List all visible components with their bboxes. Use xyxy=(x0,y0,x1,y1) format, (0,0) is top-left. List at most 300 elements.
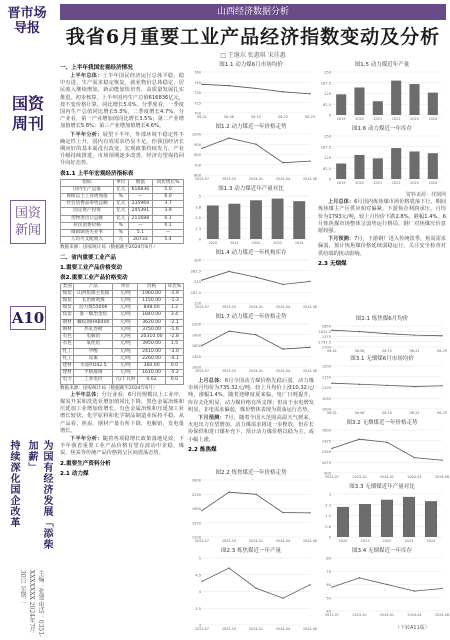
chart-plot xyxy=(318,323,446,355)
x-tick-label: 06-22 xyxy=(409,411,420,415)
table-cell: 元 xyxy=(114,237,129,244)
chart-title: 图1.7 动力煤近一年价格走势 xyxy=(215,314,287,320)
y-tick-label: 0.8 xyxy=(325,524,331,529)
y-tick-label: 0 xyxy=(328,113,331,118)
chart-title: 图2.3 炼焦煤近一年产量 xyxy=(221,548,281,554)
table-cell: 元/吨 xyxy=(113,355,138,362)
x-tick-label: 2024-06 xyxy=(302,305,318,309)
chart-series-line xyxy=(202,138,310,163)
table-cell: 动力煤5500K xyxy=(74,305,113,312)
chart xyxy=(188,124,318,184)
table-cell: 货物进出口总额 xyxy=(61,215,114,222)
table-cell: 亿元 xyxy=(114,201,129,208)
y-tick-label: 125 xyxy=(324,156,331,160)
chart-point xyxy=(359,384,360,385)
table-row xyxy=(61,319,184,326)
product-price-table xyxy=(60,283,184,385)
x-tick-label: 2022 xyxy=(382,539,392,543)
x-tick-label: 06-08 xyxy=(224,115,234,119)
y-tick-label: 2.5 xyxy=(195,216,201,220)
paragraph: 上半年总体：分行业看，6月份规模以上工业中，煤炭开采和洗选业增加值同比下降，黑色金属冶炼和压延加工业增加值增长，有色金属冶炼和压延加工业增长较快，化学原料和化学制品制造业保持平稳。从产品看，焦炭、钢材产量有所下降，电解铝、发电量增长。 xyxy=(60,391,184,434)
y-tick-label: 1550 xyxy=(191,521,201,526)
table-cell: 煤炭 xyxy=(61,290,74,297)
x-tick-label: 2023-07 xyxy=(194,177,210,181)
table-cell: 元/吨 xyxy=(113,326,138,333)
table-cell: 元/吨 xyxy=(113,362,138,369)
chart-plot xyxy=(188,555,318,633)
table-cell: 5.0 xyxy=(153,186,184,193)
table-cell: 准一级冶金焦 xyxy=(74,312,113,319)
subsection-heading: 1.重要工业产品价格变动 xyxy=(60,264,122,271)
chart-title: 图2.2 炼焦煤近一年价格走势 xyxy=(215,470,287,476)
x-tick-label: 2024-06 xyxy=(434,475,450,479)
subsection-heading: 2.1 动力煤 xyxy=(60,470,89,477)
chart xyxy=(188,250,318,312)
x-tick-label: 2023-07 xyxy=(194,627,210,631)
chart-bar xyxy=(293,201,305,239)
y-tick-label: 2.3 xyxy=(325,503,331,508)
y-tick-label: 730 xyxy=(194,91,201,95)
chart-point xyxy=(441,385,442,386)
y-tick-label: 62.5 xyxy=(322,166,331,171)
chart-point xyxy=(282,91,283,92)
chart-plot xyxy=(318,491,446,545)
x-tick-label: 2023-07 xyxy=(194,369,210,373)
x-tick-label: 2023 xyxy=(410,181,419,185)
table-row xyxy=(61,201,184,208)
x-tick-label: 2024-04 xyxy=(275,177,291,181)
y-tick-label: 250 xyxy=(324,70,331,75)
x-tick-label: 2021 xyxy=(373,181,383,185)
table-cell: 亿元 xyxy=(114,208,129,215)
chart xyxy=(318,62,446,124)
x-tick-label: 2024-06 xyxy=(302,369,318,373)
chart-title: 图1.2 动力煤近一年价格走势 xyxy=(215,124,287,130)
table-cell: 元/吨 xyxy=(113,298,138,305)
y-tick-label: 5 xyxy=(198,194,201,199)
table-2-title: 表2.重要工业产品价格变动 xyxy=(60,274,128,281)
x-tick-label: 2024-01 xyxy=(248,627,264,631)
x-tick-label: 2021 xyxy=(360,539,370,543)
y-tick-label: 1000 xyxy=(191,132,201,137)
table-cell: 1.2 xyxy=(165,305,183,312)
chart-point xyxy=(386,442,387,443)
chart-series-line xyxy=(202,568,310,598)
y-tick-label: 0 xyxy=(328,535,331,540)
y-tick-label: 715 xyxy=(194,101,201,106)
chart xyxy=(318,420,450,482)
y-tick-label: 1200 xyxy=(321,364,331,369)
slogan-line-2: 为国有经济发展「添柴加薪」 xyxy=(26,440,52,550)
table-cell: 5.1 xyxy=(128,230,153,237)
table-cell: 社会消费品零售总额 xyxy=(61,201,114,208)
x-tick-label: 06-08 xyxy=(354,349,365,353)
table-cell: 氧化铝 xyxy=(74,341,113,348)
chart-title: 图1.1 动力煤6月市场均价 xyxy=(219,62,283,68)
x-tick-label: 2024-06 xyxy=(302,539,318,543)
table-1-source: 数据来源：国家统计局（数据截至2024年6月） xyxy=(60,245,158,251)
table-cell: 3620.00 xyxy=(138,319,165,326)
chart-bar xyxy=(336,164,346,179)
x-tick-label: 2024-04 xyxy=(275,369,291,373)
y-tick-label: 1200 xyxy=(191,535,201,540)
chart-point xyxy=(331,586,332,587)
y-tick-label: 1850 xyxy=(321,324,331,329)
chart-point xyxy=(201,84,202,85)
chart-bar xyxy=(381,500,393,537)
section-heading-2: 二、省内重要工业产品 xyxy=(60,254,116,261)
x-tick-label: 2024-06 xyxy=(302,627,318,631)
x-tick-label: 2023-10 xyxy=(221,627,237,631)
table-row xyxy=(61,186,184,193)
x-tick-label: 2022 xyxy=(251,241,261,245)
table-cell: -4.1 xyxy=(165,355,183,362)
chart-point xyxy=(331,448,332,449)
table-cell: 山西焦煤主焦煤 xyxy=(74,290,113,297)
table-row xyxy=(61,326,184,333)
y-tick-label: 2250 xyxy=(191,492,201,497)
table-row xyxy=(61,341,184,348)
y-tick-label: 4 xyxy=(198,590,201,594)
table-cell: 616836 xyxy=(128,186,153,193)
paragraph: 下半年分析：展望下半年，外部环境不稳定性不确定性上升，国内有效需求仍显不足。但我国经济长期向好的基本面没有改变，宏观政策持续发力，产业升级持续推进，市场预期逐步改善，经济有望保持回升向好态势。 xyxy=(60,131,184,167)
chart-title: 图3.2 无烟煤近一年价格走势 xyxy=(346,420,418,426)
table-cell: 3.9 xyxy=(153,208,184,215)
y-tick-label: 800 xyxy=(194,153,201,157)
chart-point xyxy=(201,345,202,346)
table-cell: -1.6 xyxy=(165,326,183,333)
paragraph: 上月总体：6月国内炼焦煤市场价格震荡下行，期间炼焦煤主产区供应相对偏紧，下游焦企利润承压，月均价为1793元/吨，较上月均价下跌2.8%，跌幅1.4%。6月炼焦煤市场整体呈弱势运行格局，钢厂对焦煤压价意愿较强。 xyxy=(318,199,446,235)
x-tick-label: 2024-01 xyxy=(248,305,264,309)
table-header-cell: 类别 xyxy=(61,283,74,290)
y-tick-label: 1600 xyxy=(321,428,331,433)
section-heading-1: 一、上半年我国宏观经济情况 xyxy=(60,65,133,71)
chart-bar xyxy=(391,81,401,115)
table-row xyxy=(61,208,184,215)
x-tick-label: 2023-10 xyxy=(352,613,367,617)
y-tick-label: 5 xyxy=(198,556,201,561)
table-header-cell: 指标 xyxy=(61,179,114,186)
x-tick-label: 2023 xyxy=(410,117,419,121)
y-tick-label: 1250 xyxy=(321,450,331,454)
subsection-heading: 2.2 炼焦煤 xyxy=(188,446,217,453)
masthead xyxy=(0,0,56,640)
y-tick-label: 2600 xyxy=(191,478,201,483)
y-tick-label: 1000 xyxy=(191,365,201,370)
x-tick-label: 2024-04 xyxy=(275,539,291,543)
y-tick-label: 0 xyxy=(328,177,331,182)
y-tick-label: 700 xyxy=(194,111,201,116)
y-tick-label: 187.5 xyxy=(320,81,331,86)
table-cell: 工业电价 xyxy=(74,377,113,384)
chart-point xyxy=(309,160,310,161)
table-cell: 元/吨 xyxy=(113,305,138,312)
table-cell: 建材 xyxy=(61,362,74,369)
masthead-footer: 主编：张建 电话：0351-XXXXXXX 2024年7月30日 星期二 xyxy=(19,570,44,638)
table-cell: 化工 xyxy=(61,348,74,355)
x-tick-label: 2024 xyxy=(428,181,438,185)
chart-point xyxy=(441,460,442,461)
y-tick-label: 1.3 xyxy=(195,226,201,231)
table-row xyxy=(61,370,184,377)
chart-title: 图1.3 动力煤近年产量对比 xyxy=(218,186,284,192)
chart-bar xyxy=(354,87,364,115)
chart-bar xyxy=(428,153,438,179)
x-tick-label: 2019 xyxy=(336,117,346,121)
y-tick-label: 3 xyxy=(198,623,201,628)
table-cell: 3950.00 xyxy=(138,341,165,348)
chart-point xyxy=(255,88,256,89)
table-cell: 3.7 xyxy=(153,201,184,208)
chart-point xyxy=(414,457,415,458)
supplement-name: 国资周刊 xyxy=(11,94,44,133)
table-row xyxy=(61,355,184,362)
subsection-heading: 2.3 无烟煤 xyxy=(318,260,347,267)
table-cell: 20310.00 xyxy=(138,334,165,341)
subsection-heading: 2.重要生产资料分析 xyxy=(60,460,111,467)
table-cell: 元/吨 xyxy=(113,312,138,319)
chart-point xyxy=(359,439,360,440)
chart-point xyxy=(282,284,283,285)
chart xyxy=(318,356,446,418)
chart-point xyxy=(201,279,202,280)
y-tick-label: 3 xyxy=(328,492,331,497)
table-cell: — xyxy=(153,230,184,237)
x-tick-label: 2023-07 xyxy=(194,305,210,309)
x-tick-label: 06-15 xyxy=(382,349,392,353)
x-tick-label: 06-15 xyxy=(251,115,261,119)
chart-point xyxy=(228,492,229,493)
section-band: 山西经济数据分析 xyxy=(60,4,446,20)
chart xyxy=(318,484,446,546)
table-cell: 1610.00 xyxy=(138,370,165,377)
y-tick-label: 1737.5 xyxy=(318,340,331,345)
table-row xyxy=(61,312,184,319)
table-cell: 居民消费价格 xyxy=(61,222,114,229)
table-cell: 钢材 xyxy=(61,319,74,326)
table-header-cell: 单位 xyxy=(114,179,129,186)
chart-point xyxy=(386,333,387,334)
y-tick-label: 1900 xyxy=(191,507,201,511)
x-tick-label: 2023 xyxy=(404,539,414,543)
table-cell: 0.1 xyxy=(153,222,184,229)
table-cell: -2.8 xyxy=(165,334,183,341)
y-tick-label: 60 xyxy=(326,583,331,587)
chart-point xyxy=(386,584,387,585)
table-cell: 电解铝 xyxy=(74,334,113,341)
y-tick-label: 225 xyxy=(194,280,201,284)
chart-point xyxy=(282,348,283,349)
table-cell: 元/吨 xyxy=(113,334,138,341)
y-tick-label: 700 xyxy=(194,163,201,168)
slogan-line-1: 持续深化国企改革 xyxy=(8,440,19,528)
table-cell: 煤炭 xyxy=(61,298,74,305)
table-cell: 1840.00 xyxy=(138,312,165,319)
chart-point xyxy=(201,148,202,149)
table-cell: 0.62 xyxy=(138,377,165,384)
y-tick-label: 2200 xyxy=(191,322,201,327)
y-tick-label: 187.5 xyxy=(320,145,331,150)
y-tick-label: 50 xyxy=(326,596,331,601)
chart-bar xyxy=(336,94,346,115)
table-cell: 1150.00 xyxy=(138,298,165,305)
x-tick-label: 2024-04 xyxy=(407,475,422,479)
y-tick-label: 80 xyxy=(326,556,331,561)
x-tick-label: 06-08 xyxy=(354,411,365,415)
x-tick-label: 2024-01 xyxy=(248,177,264,181)
table-row xyxy=(61,230,184,237)
chart xyxy=(188,314,318,376)
table-cell: 化工 xyxy=(61,355,74,362)
y-tick-label: 1.5 xyxy=(325,514,331,518)
chart-bar xyxy=(409,151,419,179)
y-tick-label: 1150 xyxy=(321,375,331,380)
y-tick-label: 187.5 xyxy=(190,290,201,295)
x-tick-label: 06-01 xyxy=(327,349,337,353)
table-cell: 亿元 xyxy=(114,186,129,193)
chart-series-line xyxy=(202,271,310,284)
table-cell: 0.0 xyxy=(165,362,183,369)
x-tick-label: 2020 xyxy=(338,539,348,543)
x-tick-label: 2024 xyxy=(426,539,436,543)
chart-plot xyxy=(318,555,450,619)
y-tick-label: 125 xyxy=(324,92,331,96)
chart xyxy=(318,126,446,188)
y-tick-label: 4.5 xyxy=(195,573,201,578)
left-text-column xyxy=(60,62,184,636)
table-cell: 元/吨 xyxy=(113,319,138,326)
chart xyxy=(318,548,450,620)
table-cell: 尿素 xyxy=(74,355,113,362)
x-tick-label: 2024-01 xyxy=(379,475,395,479)
table-cell: 有色 xyxy=(61,341,74,348)
x-tick-label: 2020 xyxy=(355,117,364,121)
table-header-cell: 环比% xyxy=(165,283,183,290)
x-tick-label: 2021 xyxy=(230,241,239,245)
table-cell: 元/吨 xyxy=(113,370,138,377)
table-cell: 热轧卷板 xyxy=(74,326,113,333)
chart-point xyxy=(228,271,229,272)
x-tick-label: 2023-07 xyxy=(324,613,340,617)
table-1-title: 表1.1 上半年宏观经济指标表 xyxy=(60,170,134,177)
chart-point xyxy=(282,598,283,599)
y-tick-label: 1300 xyxy=(191,354,201,359)
table-header-cell: 单位 xyxy=(113,283,138,290)
y-tick-label: 150 xyxy=(194,301,201,306)
y-tick-label: 70 xyxy=(326,569,331,574)
table-cell: 固定资产投资 xyxy=(61,208,114,215)
x-tick-label: 2024-01 xyxy=(248,539,264,543)
chart-plot xyxy=(318,363,446,417)
table-row xyxy=(61,305,184,312)
chart-point xyxy=(414,386,415,387)
table-cell: -1.9 xyxy=(165,290,183,297)
chart-point xyxy=(414,590,415,591)
table-header-cell: 同比增长% xyxy=(153,179,184,186)
x-tick-label: 2024-04 xyxy=(407,613,422,617)
chart-bar xyxy=(409,84,419,115)
y-tick-label: 1900 xyxy=(191,333,201,338)
table-cell: 245391 xyxy=(128,208,153,215)
chart xyxy=(318,316,446,356)
chart-bar xyxy=(359,504,371,537)
table-cell: 元/吨 xyxy=(113,290,138,297)
paragraph: 下月预测：7月，下游钢厂进入传统淡季，焦炭需求偏弱，预计炼焦煤价格延续弱稳运行，关注安全检查对供给端的扰动影响。 xyxy=(318,236,446,257)
x-tick-label: 06-29 xyxy=(305,115,315,119)
y-tick-label: 1425 xyxy=(321,439,331,444)
x-tick-label: 2023-10 xyxy=(221,305,237,309)
x-tick-label: 2022 xyxy=(391,117,401,121)
y-tick-label: 1700 xyxy=(321,345,331,350)
chart xyxy=(188,186,314,248)
x-tick-label: 2020 xyxy=(355,181,364,185)
y-tick-label: 600 xyxy=(194,173,201,178)
table-cell: 钢材 xyxy=(61,326,74,333)
y-tick-label: 900 xyxy=(324,471,331,476)
chart-bar xyxy=(428,93,438,115)
chart xyxy=(188,470,318,546)
chart-plot xyxy=(188,477,318,545)
table-cell: 1960.00 xyxy=(138,290,165,297)
chart xyxy=(188,62,314,122)
chart-plot xyxy=(318,133,446,187)
chart-bar xyxy=(403,497,415,537)
table-cell: % xyxy=(114,230,129,237)
table-cell: 3.4 xyxy=(165,312,183,319)
table-cell: 235969 xyxy=(128,201,153,208)
chart-bar xyxy=(373,101,383,115)
chart-point xyxy=(359,331,360,332)
chart-point xyxy=(255,144,256,145)
chart-point xyxy=(255,494,256,495)
table-cell: 元/千瓦时 xyxy=(113,377,138,384)
chart-point xyxy=(201,510,202,511)
x-tick-label: 2024-01 xyxy=(248,369,264,373)
x-tick-label: 2024-04 xyxy=(275,627,291,631)
table-cell: % xyxy=(114,194,129,201)
table-cell: 焦炭 xyxy=(61,312,74,319)
paragraph: 上半年总体：上半年国民经济运行总体平稳，稳中有进，生产需求稳定恢复，就业物价总体稳定，居民收入继续增加，新动能加快培育，高质量发展扎实推进。初步核算，上半年国内生产总值616836亿元，按不变价格计算，同比增长5.0%。分季度看，一季度国内生产总值同比增长5.3%，二季度增长4.7%。分产业看，第一产业增加值同比增长3.5%；第二产业增加值增长5.8%；第三产业增加值增长4.6%。 xyxy=(60,73,184,130)
y-tick-label: 1100 xyxy=(321,386,331,390)
chart-point xyxy=(386,385,387,386)
byline: □ 王继东 张惠琪 宋佳惠 xyxy=(220,52,286,59)
x-tick-label: 2023-07 xyxy=(324,475,340,479)
x-tick-label: 2020 xyxy=(208,241,218,245)
page-number: A10 xyxy=(10,306,46,330)
x-tick-label: 06-01 xyxy=(197,115,207,119)
y-tick-label: 760 xyxy=(194,70,201,75)
table-cell: 0.0 xyxy=(165,377,183,384)
table-cell: 1.5 xyxy=(165,341,183,348)
y-tick-label: 1600 xyxy=(191,344,201,348)
headline: 我省6月重要工业产品经济指数变动及分析 xyxy=(65,26,441,48)
chart-series-line xyxy=(202,492,310,513)
x-tick-label: 06-29 xyxy=(437,349,447,353)
chart-point xyxy=(255,277,256,278)
paragraph: 下半年分析：随着各项稳增长政策落地见效，下半年我省重要工业产品价格有望在波动中企稳，煤炭、焦炭等传统产品价格将呈区间震荡态势。 xyxy=(60,435,184,457)
x-tick-label: 06-29 xyxy=(437,411,447,415)
y-tick-label: 1775 xyxy=(321,335,331,339)
y-tick-label: 1000 xyxy=(321,407,331,412)
table-cell: 甲醇 xyxy=(74,348,113,355)
chart-point xyxy=(228,85,229,86)
table-cell: 元/吨 xyxy=(113,341,138,348)
x-tick-label: 2024-06 xyxy=(302,177,318,181)
chart-title: 图2.1 炼焦煤6月均价 xyxy=(355,316,409,322)
x-tick-label: 2024-01 xyxy=(379,613,395,617)
chart-title: 图1.4 动力煤近一年机构库存 xyxy=(215,250,287,256)
x-tick-label: 2024-04 xyxy=(275,305,291,309)
